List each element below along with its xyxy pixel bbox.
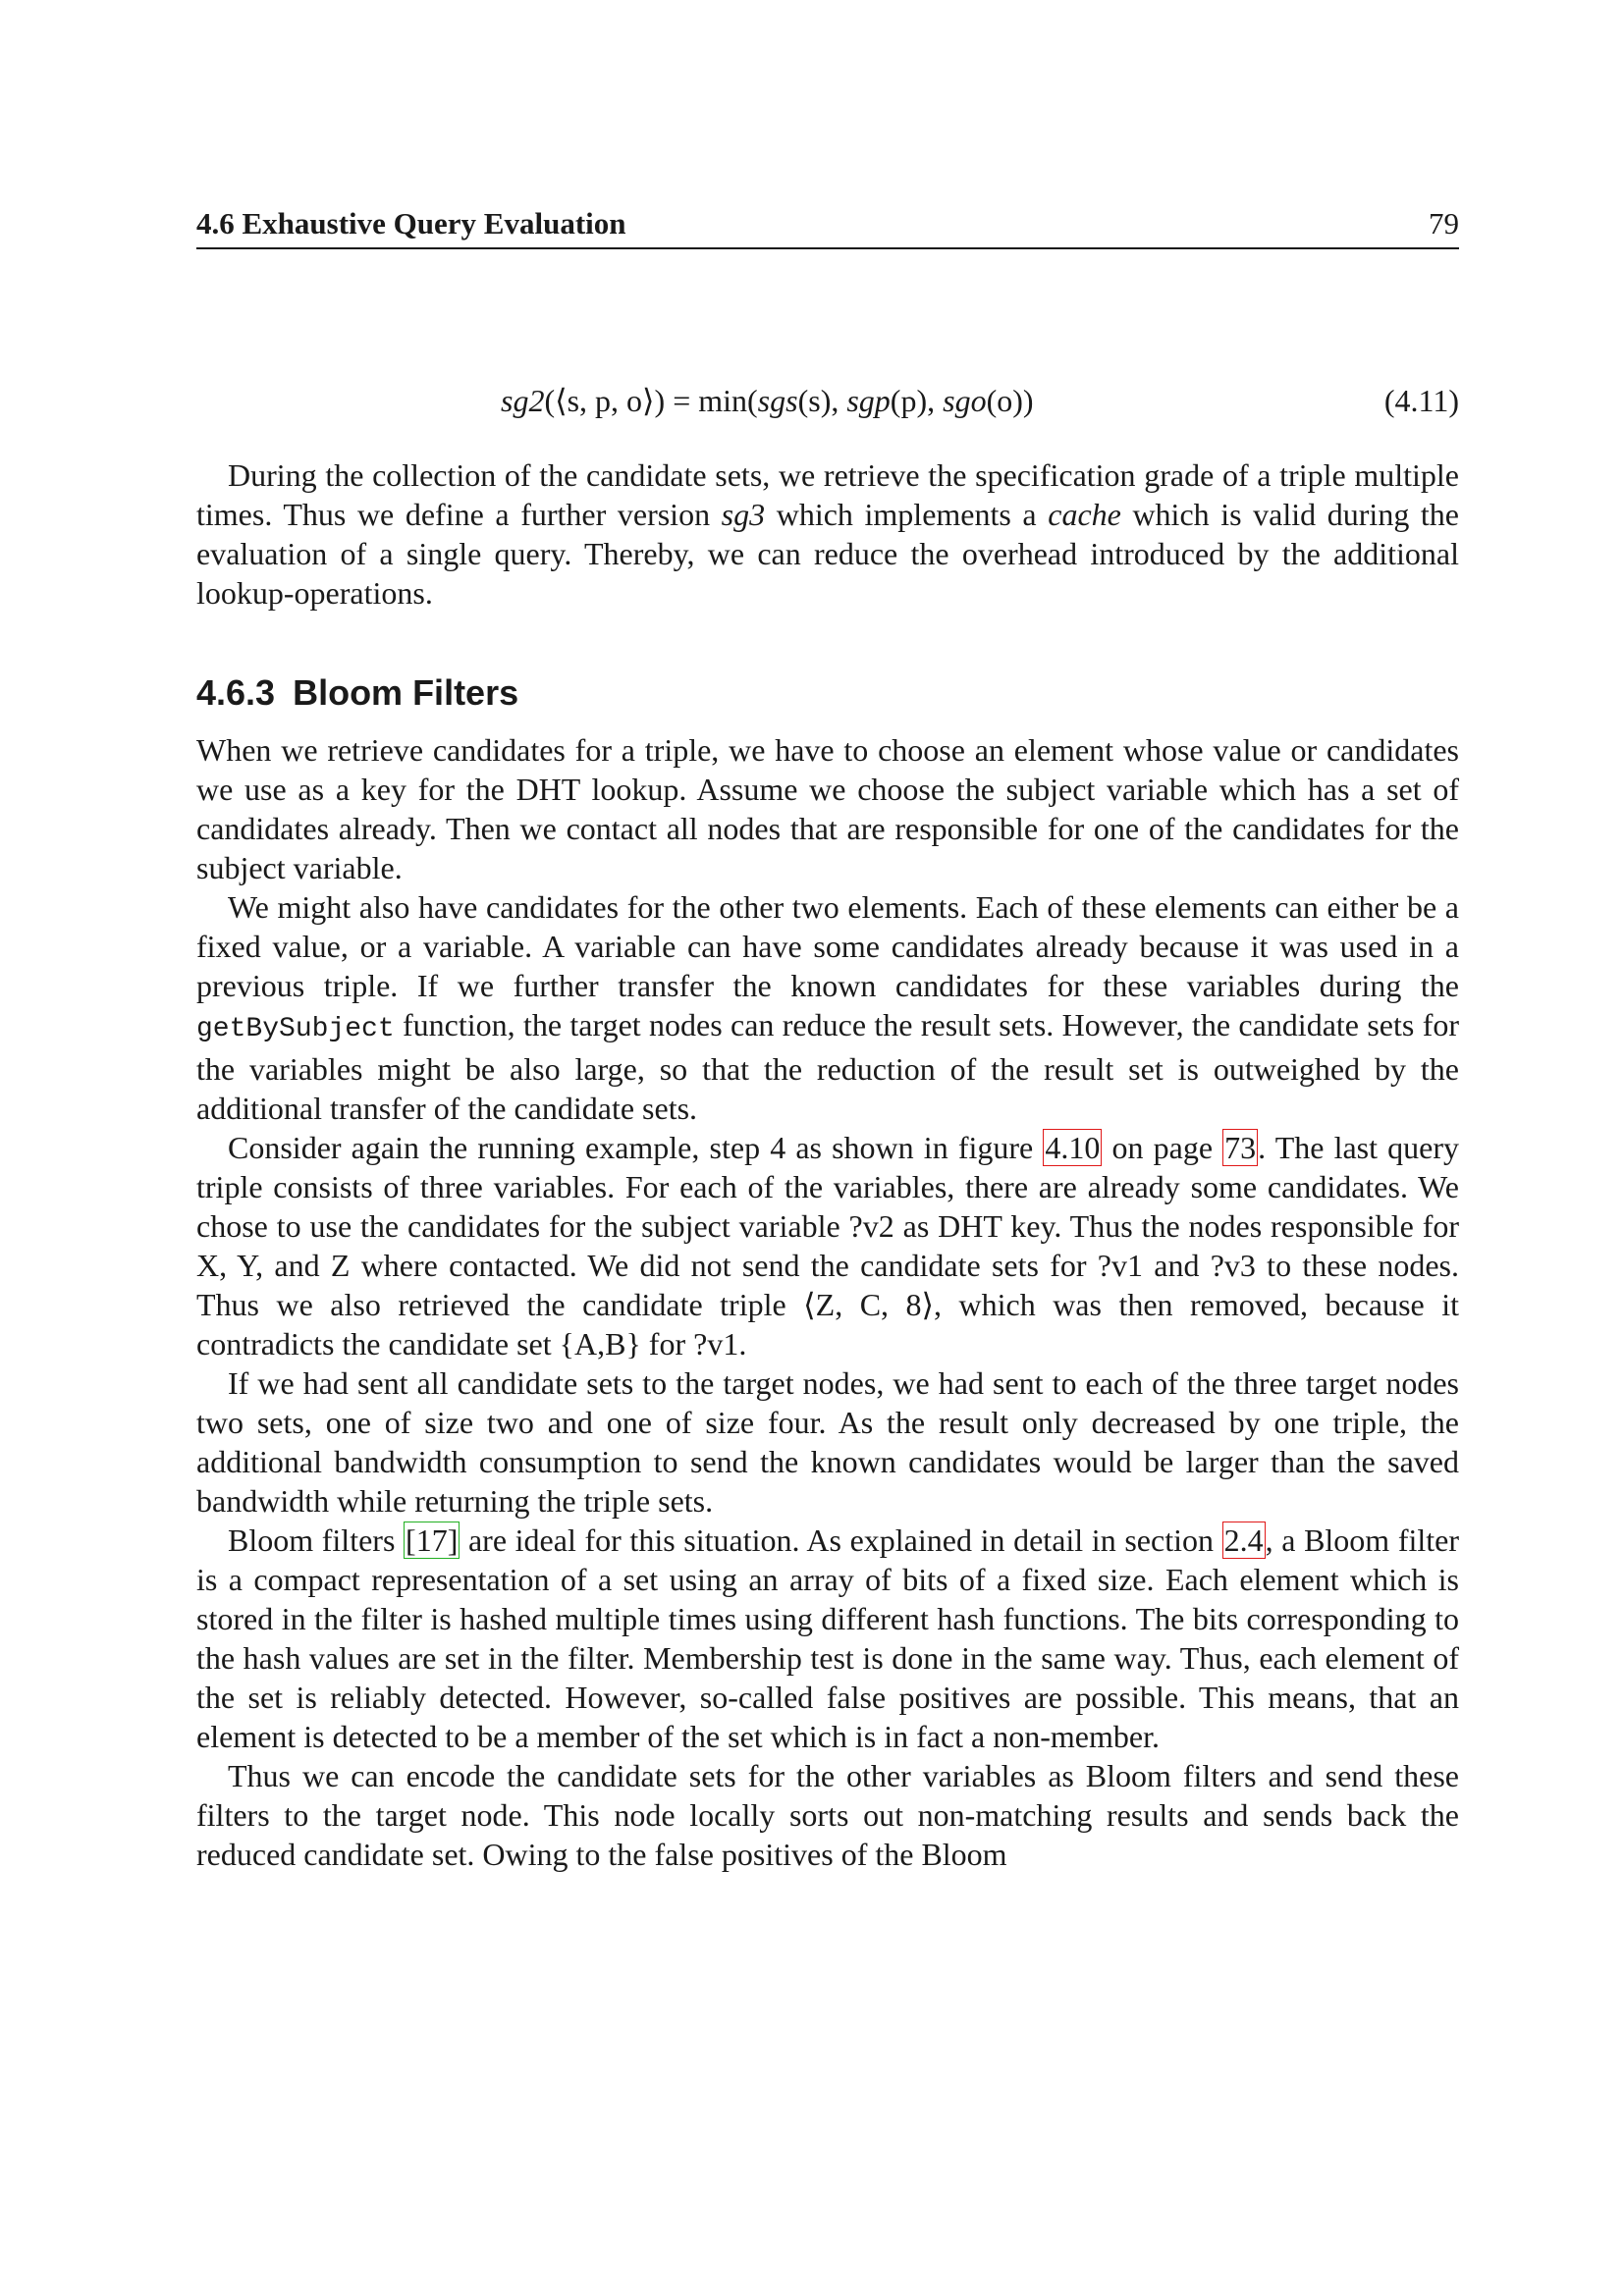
section-number: 4.6.3	[196, 672, 276, 713]
citation-link[interactable]: [17]	[406, 1522, 459, 1558]
running-head-title: 4.6 Exhaustive Query Evaluation	[196, 206, 626, 240]
p3-text-b: on page	[1102, 1130, 1223, 1165]
intro-text-b: which implements a	[765, 497, 1049, 532]
page-number: 79	[1429, 206, 1459, 240]
figure-link[interactable]: 4.10	[1045, 1130, 1101, 1165]
eq-lhs-name: sg2	[501, 383, 545, 418]
intro-text-c: which is valid during the evaluation of a single query. Thereby, we can reduce the overhead introduced by the additional lookup-operations.	[196, 497, 1460, 611]
p3-text-a: Consider again the running example, step 4 as shown in figure	[228, 1130, 1044, 1165]
equation-number: (4.11)	[1383, 383, 1459, 418]
p5-text-b: are ideal for this situation. As explained in detail in section	[460, 1522, 1222, 1558]
paragraph-3	[196, 1128, 1459, 1363]
intro-paragraph-block	[196, 455, 1459, 613]
intro-em-sg3: sg3	[721, 497, 766, 532]
paragraph-5	[196, 1521, 1459, 1756]
paragraph-1: When we retrieve candidates for a triple, we have to choose an element whose value or candidates we use as a key for the DHT lookup. Assume we choose the subject variable which has a set of candidates already. Then we contact all nodes that are responsible for one of the candidates for the subject variable.	[196, 732, 1459, 885]
section-body	[196, 730, 1459, 1874]
p2-text-a: We might also have candidates for the other two elements. Each of these elements can either be a fixed value, or a variable. A variable can have some candidates already because it was used in a previous triple. If we further transfer the known candidates for these variables during the	[196, 889, 1459, 1003]
code-getbysubject: getBySubject	[196, 1014, 395, 1044]
eq-f1: sgs	[757, 383, 798, 418]
eq-f2: sgp	[846, 383, 891, 418]
p5-text-c: , a Bloom filter is a compact representation of a set using an array of bits of a fixed size. Each element which is stored in the filter is hashed multiple times using different hash functions. The bits corresponding to the hash values are set in the filter. Membership test is done in the same way. Thus, each element of the set is reliably detected. However, so-called false positives are possible. This means, that an element is detected to be a member of the set which is in fact a non-member.	[196, 1522, 1460, 1754]
page-link[interactable]: 73	[1224, 1130, 1257, 1165]
paragraph-2	[196, 887, 1459, 1128]
p2-text-b: function, the target nodes can reduce the result sets. However, the candidate sets for the variables might be also large, so that the reduction of the result set is outweighed by the additional transfer of the candidate sets.	[196, 1007, 1459, 1126]
equation-4-11	[196, 379, 1459, 422]
paragraph-6: Thus we can encode the candidate sets for the other variables as Bloom filters and send these filters to the target node. This node locally sorts out non-matching results and sends back the reduced candidate set. Owing to the false positives of the Bloom	[196, 1758, 1459, 1872]
eq-f3-arg: (o))	[986, 383, 1034, 418]
eq-f3: sgo	[943, 383, 987, 418]
paragraph-4: If we had sent all candidate sets to the target nodes, we had sent to each of the three target nodes two sets, one of size two and one of size four. As the result only decreased by one triple, the additional bandwidth consumption to send the known candidates would be larger than the saved bandwidth while returning the triple sets.	[196, 1365, 1459, 1519]
eq-f1-arg: (s),	[797, 383, 847, 418]
page	[196, 0, 1459, 2296]
intro-text-a: During the collection of the candidate sets, we retrieve the specification grade of a triple multiple times. Thus we define a further version	[196, 457, 1459, 532]
section-link[interactable]: 2.4	[1223, 1522, 1264, 1558]
eq-lhs-args: (⟨s, p, o⟩) = min(	[544, 383, 758, 418]
equation-body	[501, 379, 1034, 422]
intro-paragraph	[196, 455, 1459, 613]
p3-text-c: . The last query triple consists of three variables. For each of the variables, there are already some candidates. We chose to use the candidates for the subject variable ?v2 as DHT key. Thus the nodes responsible for X, Y, and Z where contacted. We did not send the candidate sets for ?v1 and ?v3 to these nodes. Thus we also retrieved the candidate triple ⟨Z, C, 8⟩, which was then removed, because it contradicts the candidate set {A,B} for ?v1.	[196, 1130, 1460, 1362]
running-head	[196, 202, 1459, 249]
eq-f2-arg: (p),	[890, 383, 944, 418]
section-title: Bloom Filters	[293, 672, 519, 713]
p5-text-a: Bloom filters	[228, 1522, 405, 1558]
intro-em-cache: cache	[1048, 497, 1121, 532]
section-heading	[196, 671, 518, 715]
